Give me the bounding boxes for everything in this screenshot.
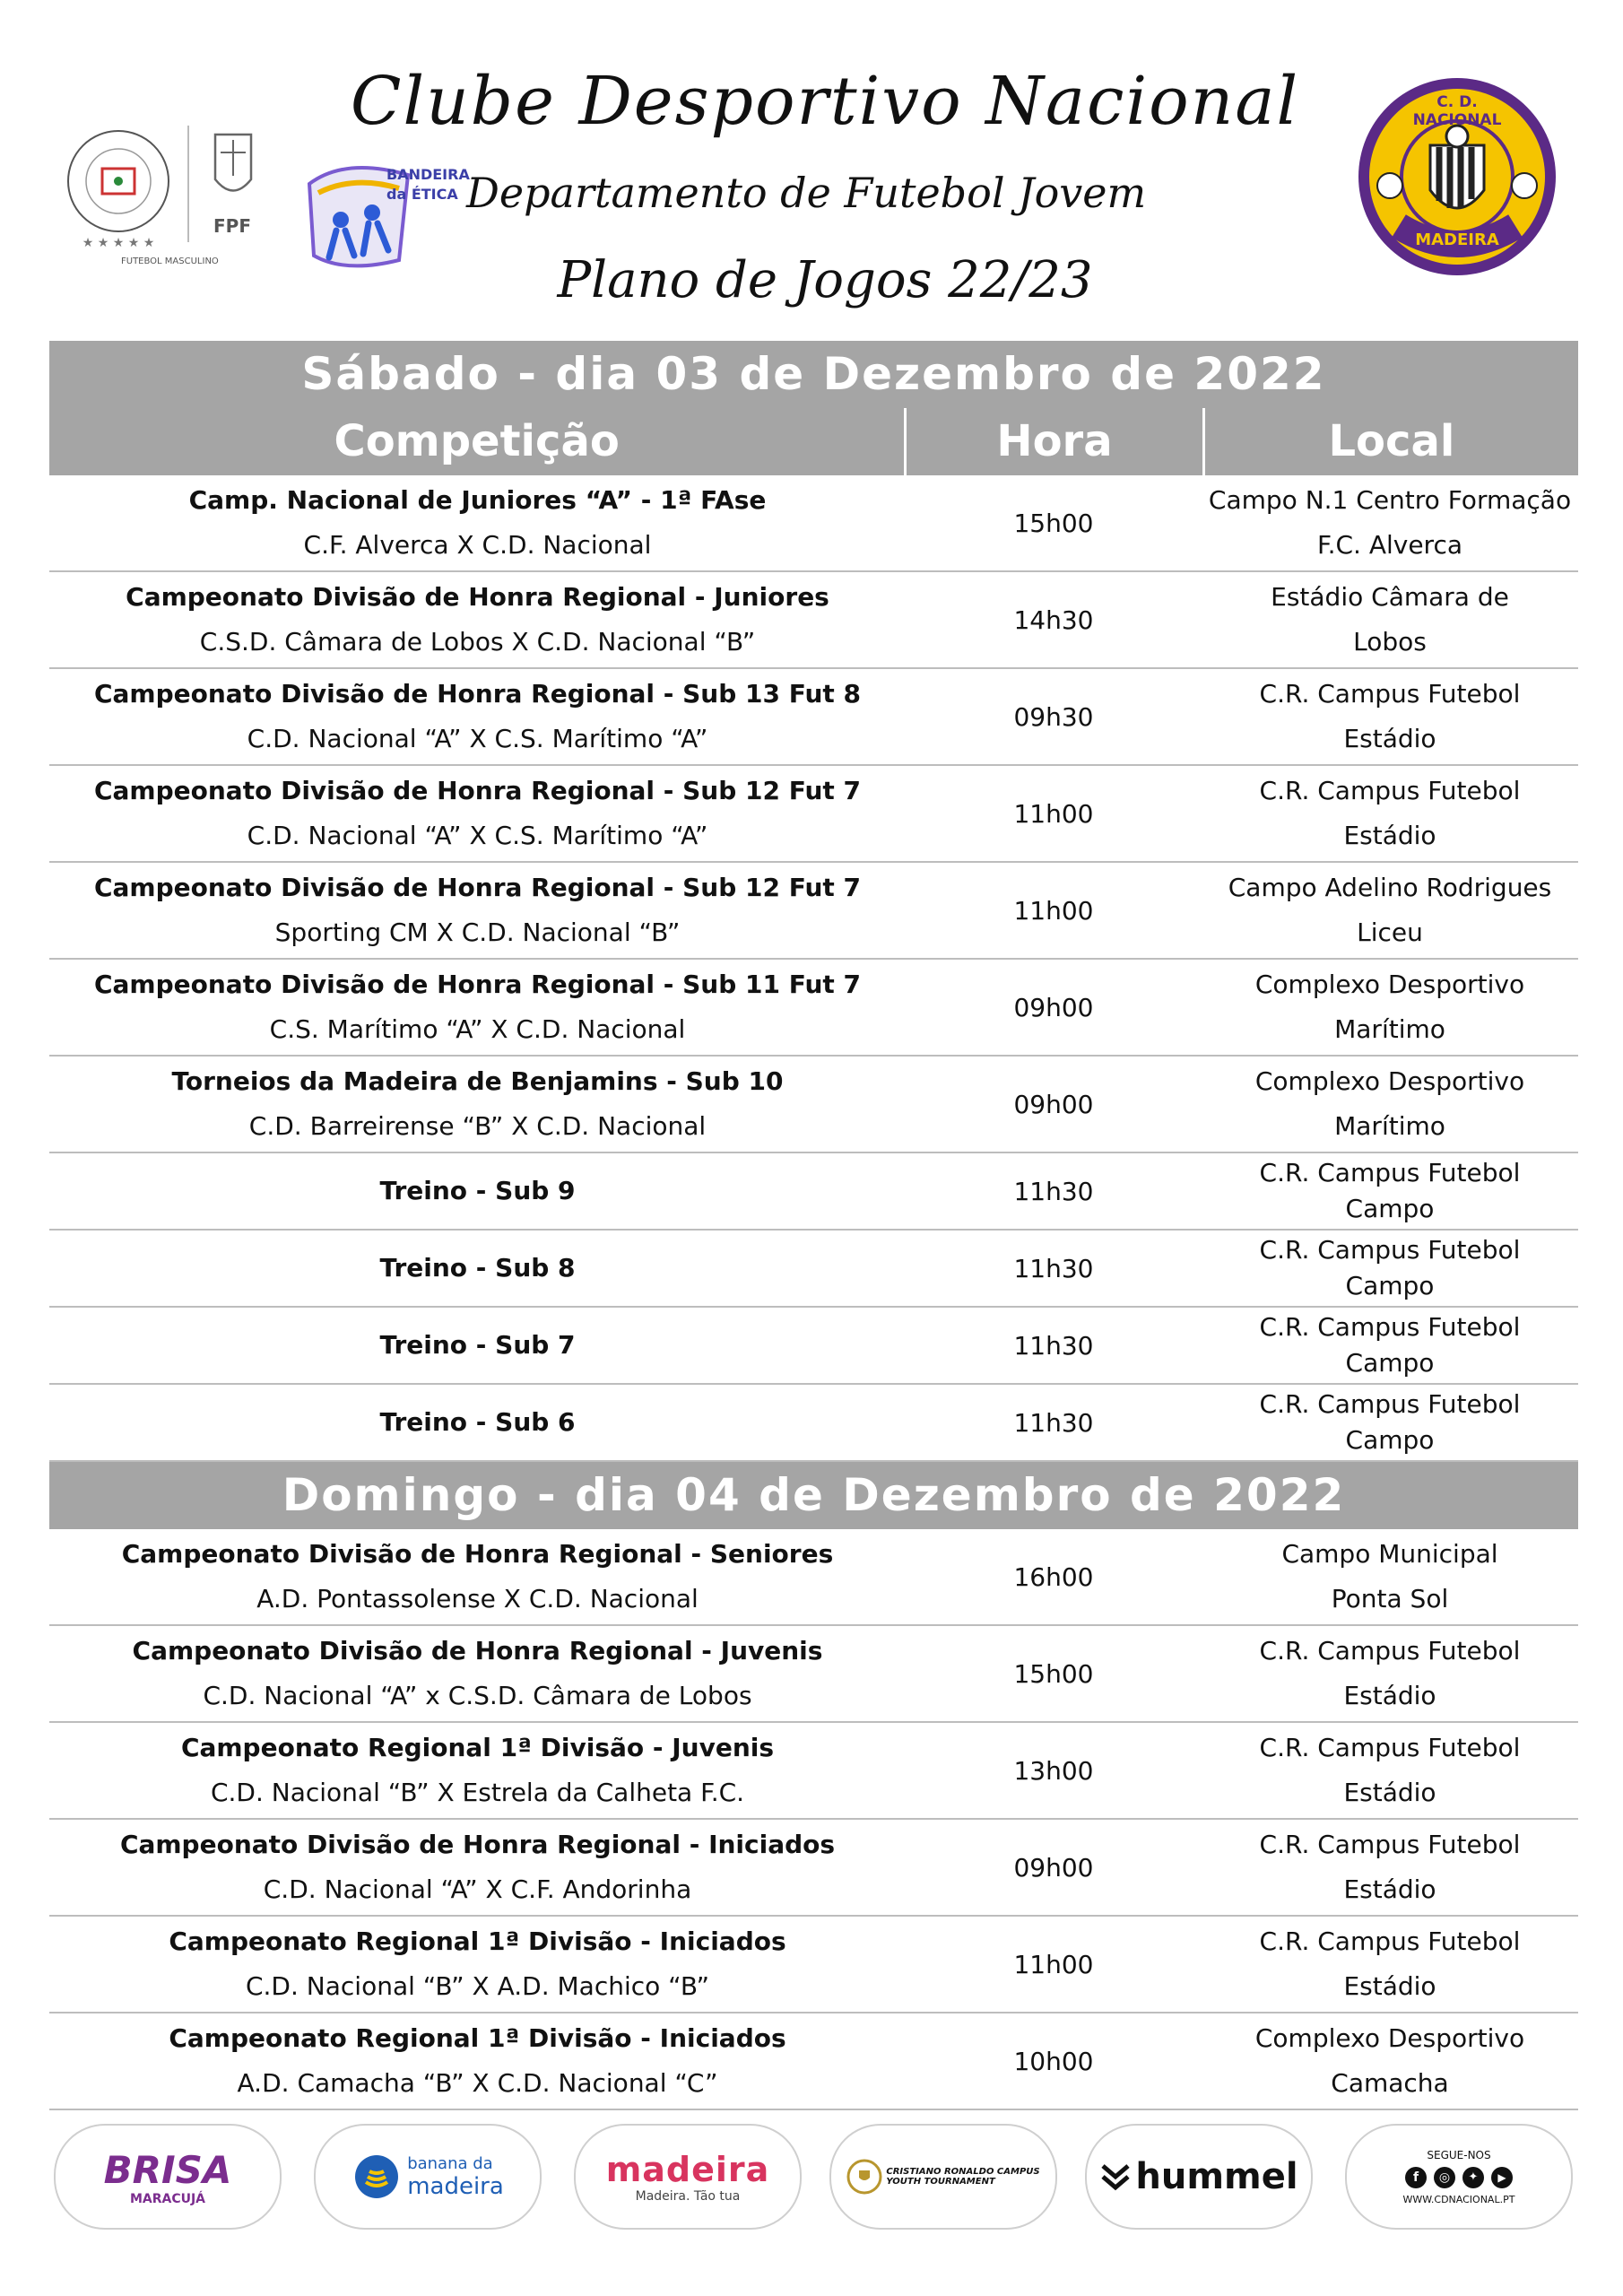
table-row — [49, 1057, 1578, 1153]
match-teams: C.D. Nacional “A” X C.F. Andorinha — [263, 1874, 692, 1904]
competition-cell — [49, 1820, 906, 1915]
competition-cell — [49, 1917, 906, 2012]
match-teams: C.D. Nacional “B” X A.D. Machico “B” — [245, 1971, 710, 2001]
ethics-text-1: BANDEIRA — [386, 166, 470, 183]
location-line-1: Complexo Desportivo — [1254, 970, 1525, 999]
column-headers — [49, 408, 1578, 475]
location-line-2: F.C. Alverca — [1316, 530, 1463, 560]
location-line-1: C.R. Campus Futebol — [1259, 1733, 1521, 1762]
location-line-2: Campo — [1345, 1271, 1435, 1300]
cr-text-1: CRISTIANO RONALDO CAMPUS — [886, 2167, 1040, 2177]
follow-text: SEGUE-NOS — [1427, 2148, 1491, 2161]
time-cell: 16h00 — [1013, 1561, 1094, 1592]
competition-name: Treino - Sub 8 — [379, 1253, 576, 1283]
page-header — [0, 0, 1623, 341]
plan-title: Plano de Jogos 22/23 — [557, 251, 1093, 309]
competition-name: Campeonato Divisão de Honra Regional - Sub 11 Fut 7 — [93, 970, 861, 999]
svg-text:★ ★ ★ ★ ★: ★ ★ ★ ★ ★ — [82, 236, 155, 250]
location-line-1: Complexo Desportivo — [1254, 1066, 1525, 1096]
location-cell — [1202, 1917, 1578, 2012]
match-teams: Sporting CM X C.D. Nacional “B” — [274, 918, 681, 947]
location-cell — [1202, 1385, 1578, 1460]
schedule-table — [49, 341, 1578, 2110]
time-cell: 09h00 — [1013, 1089, 1094, 1119]
time-cell: 14h30 — [1013, 604, 1094, 635]
ethics-text-2: da ÉTICA — [386, 186, 458, 203]
competition-name: Campeonato Divisão de Honra Regional - Seniores — [121, 1539, 834, 1569]
competition-name: Campeonato Divisão de Honra Regional - Sub 12 Fut 7 — [93, 776, 861, 805]
location-cell — [1202, 960, 1578, 1055]
time-cell: 15h00 — [1013, 508, 1094, 538]
location-line-2: Liceu — [1357, 918, 1423, 947]
match-teams: C.S.D. Câmara de Lobos X C.D. Nacional “B” — [199, 627, 756, 657]
location-line-1: C.R. Campus Futebol — [1259, 1389, 1521, 1419]
location-line-1: C.R. Campus Futebol — [1259, 1312, 1521, 1342]
competition-cell — [49, 960, 906, 1055]
location-line-2: Estádio — [1343, 1778, 1436, 1807]
department-title: Departamento de Futebol Jovem — [466, 169, 1147, 217]
time-cell: 11h30 — [1013, 1253, 1094, 1283]
table-row — [49, 572, 1578, 669]
competition-cell — [49, 1308, 906, 1383]
competition-name: Treino - Sub 6 — [379, 1407, 576, 1437]
table-row — [49, 1723, 1578, 1820]
fpf-label: FPF — [213, 215, 251, 237]
location-line-1: C.R. Campus Futebol — [1259, 1926, 1521, 1956]
location-line-2: Marítimo — [1334, 1014, 1445, 1044]
location-line-2: Marítimo — [1334, 1111, 1445, 1141]
table-row — [49, 1385, 1578, 1462]
crest-top-text: C. D. NACIONAL — [1412, 93, 1502, 129]
location-cell — [1202, 1529, 1578, 1624]
competition-name: Campeonato Divisão de Honra Regional - Iniciados — [119, 1830, 836, 1859]
competition-cell — [49, 1231, 906, 1306]
brisa-sub-text: MARACUJÁ — [129, 2191, 206, 2206]
match-teams: C.D. Nacional “A” x C.S.D. Câmara de Lobos — [203, 1681, 752, 1710]
hummel-text: hummel — [1135, 2156, 1298, 2197]
competition-name: Treino - Sub 9 — [379, 1176, 576, 1205]
time-cell: 13h00 — [1013, 1755, 1094, 1786]
location-cell — [1202, 475, 1578, 570]
competition-name: Camp. Nacional de Juniores “A” - 1ª FAse — [188, 485, 767, 515]
competition-cell — [49, 1057, 906, 1152]
location-line-2: Estádio — [1343, 821, 1436, 850]
location-cell — [1202, 1626, 1578, 1721]
location-cell — [1202, 1231, 1578, 1306]
competition-name: Torneios da Madeira de Benjamins - Sub 10 — [171, 1066, 784, 1096]
time-cell: 11h00 — [1013, 895, 1094, 926]
sunday-header: Domingo - dia 04 de Dezembro de 2022 — [49, 1462, 1578, 1529]
certified-unit-logo — [63, 117, 278, 278]
competition-cell — [49, 1529, 906, 1624]
sponsor-banana — [314, 2124, 542, 2230]
saturday-rows — [49, 475, 1578, 1153]
facebook-icon[interactable]: f — [1405, 2167, 1427, 2188]
table-row — [49, 1231, 1578, 1308]
match-teams: A.D. Camacha “B” X C.D. Nacional “C” — [237, 2068, 718, 2098]
location-line-1: Complexo Desportivo — [1254, 2023, 1525, 2053]
banana-icon — [352, 2152, 402, 2202]
table-row — [49, 766, 1578, 863]
table-row — [49, 1529, 1578, 1626]
table-row — [49, 1917, 1578, 2013]
time-cell: 09h30 — [1013, 701, 1094, 732]
column-header-competicao: Competição — [49, 408, 904, 475]
competition-name: Treino - Sub 7 — [379, 1330, 576, 1360]
hummel-chevron-icon — [1099, 2161, 1132, 2193]
saturday-header: Sábado - dia 03 de Dezembro de 2022 — [49, 341, 1578, 408]
time-cell: 11h30 — [1013, 1407, 1094, 1438]
match-teams: C.D. Nacional “A” X C.S. Marítimo “A” — [247, 724, 708, 753]
competition-cell — [49, 572, 906, 667]
location-line-2: Estádio — [1343, 1971, 1436, 2001]
location-line-2: Campo — [1345, 1194, 1435, 1223]
table-row — [49, 475, 1578, 572]
club-title: Clube Desportivo Nacional — [350, 63, 1300, 140]
competition-cell — [49, 1153, 906, 1229]
table-row — [49, 960, 1578, 1057]
youtube-icon[interactable]: ▶ — [1491, 2167, 1513, 2188]
match-teams: C.S. Marítimo “A” X C.D. Nacional — [269, 1014, 686, 1044]
sponsor-hummel — [1085, 2124, 1313, 2230]
location-line-1: C.R. Campus Futebol — [1259, 1636, 1521, 1665]
location-line-2: Estádio — [1343, 1681, 1436, 1710]
location-line-2: Lobos — [1353, 627, 1427, 657]
column-header-hora: Hora — [904, 408, 1202, 475]
twitter-icon[interactable]: ✦ — [1462, 2167, 1484, 2188]
location-line-2: Estádio — [1343, 1874, 1436, 1904]
location-cell — [1202, 1308, 1578, 1383]
location-line-2: Campo — [1345, 1348, 1435, 1378]
trophy-icon — [846, 2145, 882, 2208]
location-line-2: Campo — [1345, 1425, 1435, 1455]
competition-name: Campeonato Divisão de Honra Regional - Sub 12 Fut 7 — [93, 873, 861, 902]
location-cell — [1202, 2013, 1578, 2109]
madeira-sub-text: Madeira. Tão tua — [635, 2189, 741, 2204]
competition-name: Campeonato Regional 1ª Divisão - Iniciados — [169, 2023, 786, 2053]
time-cell: 11h30 — [1013, 1176, 1094, 1206]
time-cell: 10h00 — [1013, 2046, 1094, 2076]
time-cell: 11h00 — [1013, 1949, 1094, 1979]
location-cell — [1202, 1820, 1578, 1915]
location-cell — [1202, 863, 1578, 958]
crest-bottom-text: MADEIRA — [1415, 230, 1499, 249]
location-line-1: C.R. Campus Futebol — [1259, 776, 1521, 805]
match-teams: C.D. Nacional “B” X Estrela da Calheta F.C. — [210, 1778, 745, 1807]
match-teams: C.D. Barreirense “B” X C.D. Nacional — [248, 1111, 707, 1141]
competition-cell — [49, 2013, 906, 2109]
competition-cell — [49, 766, 906, 861]
madeira-logo-text: madeira — [605, 2150, 770, 2189]
location-line-1: C.R. Campus Futebol — [1259, 679, 1521, 709]
location-cell — [1202, 669, 1578, 764]
competition-cell — [49, 863, 906, 958]
sponsor-cr-campus — [829, 2124, 1057, 2230]
location-line-2: Estádio — [1343, 724, 1436, 753]
table-row — [49, 669, 1578, 766]
instagram-icon[interactable]: ◎ — [1434, 2167, 1455, 2188]
location-line-1: Campo N.1 Centro Formação — [1208, 485, 1572, 515]
competition-name: Campeonato Divisão de Honra Regional - Sub 13 Fut 8 — [93, 679, 861, 709]
location-line-1: Campo Municipal — [1281, 1539, 1498, 1569]
competition-name: Campeonato Divisão de Honra Regional - Juniores — [126, 582, 829, 612]
competition-name: Campeonato Regional 1ª Divisão - Juvenis — [180, 1733, 775, 1762]
sponsor-brisa — [54, 2124, 282, 2230]
sponsor-bar — [54, 2124, 1578, 2228]
sponsor-social — [1345, 2124, 1573, 2230]
sponsor-madeira — [574, 2124, 802, 2230]
location-cell — [1202, 1057, 1578, 1152]
table-row — [49, 2013, 1578, 2110]
training-rows — [49, 1153, 1578, 1462]
location-line-2: Ponta Sol — [1331, 1584, 1449, 1613]
location-cell — [1202, 1153, 1578, 1229]
brisa-logo-text: BRISA — [103, 2147, 232, 2192]
competition-cell — [49, 1385, 906, 1460]
match-teams: C.F. Alverca X C.D. Nacional — [303, 530, 652, 560]
time-cell: 15h00 — [1013, 1658, 1094, 1689]
time-cell: 09h00 — [1013, 1852, 1094, 1883]
table-row — [49, 1626, 1578, 1723]
location-cell — [1202, 766, 1578, 861]
competition-name: Campeonato Regional 1ª Divisão - Iniciados — [169, 1926, 786, 1956]
time-cell: 11h00 — [1013, 798, 1094, 829]
table-row — [49, 1308, 1578, 1385]
banana-text-2: madeira — [407, 2172, 504, 2200]
column-header-local: Local — [1202, 408, 1578, 475]
table-row — [49, 863, 1578, 960]
competition-cell — [49, 475, 906, 570]
location-cell — [1202, 572, 1578, 667]
location-line-2: Camacha — [1331, 2068, 1449, 2098]
match-teams: A.D. Pontassolense X C.D. Nacional — [256, 1584, 699, 1613]
futebol-masculino-label: FUTEBOL MASCULINO — [121, 257, 219, 266]
club-crest-logo — [1354, 74, 1560, 280]
location-cell — [1202, 1723, 1578, 1818]
website-link[interactable]: WWW.CDNACIONAL.PT — [1402, 2193, 1515, 2205]
location-line-1: Estádio Câmara de — [1271, 582, 1509, 612]
match-teams: C.D. Nacional “A” X C.S. Marítimo “A” — [247, 821, 708, 850]
location-line-1: C.R. Campus Futebol — [1259, 1830, 1521, 1859]
location-line-1: C.R. Campus Futebol — [1259, 1158, 1521, 1187]
competition-name: Campeonato Divisão de Honra Regional - Juvenis — [132, 1636, 823, 1665]
location-line-1: C.R. Campus Futebol — [1259, 1235, 1521, 1265]
location-line-1: Campo Adelino Rodrigues — [1228, 873, 1552, 902]
cr-text-2: YOUTH TOURNAMENT — [886, 2177, 995, 2187]
table-row — [49, 1153, 1578, 1231]
competition-cell — [49, 1626, 906, 1721]
banana-text-1: banana da — [407, 2153, 493, 2173]
table-row — [49, 1820, 1578, 1917]
competition-cell — [49, 1723, 906, 1818]
competition-cell — [49, 669, 906, 764]
time-cell: 09h00 — [1013, 992, 1094, 1022]
time-cell: 11h30 — [1013, 1330, 1094, 1361]
social-icons — [1405, 2167, 1513, 2188]
sunday-rows — [49, 1529, 1578, 2110]
